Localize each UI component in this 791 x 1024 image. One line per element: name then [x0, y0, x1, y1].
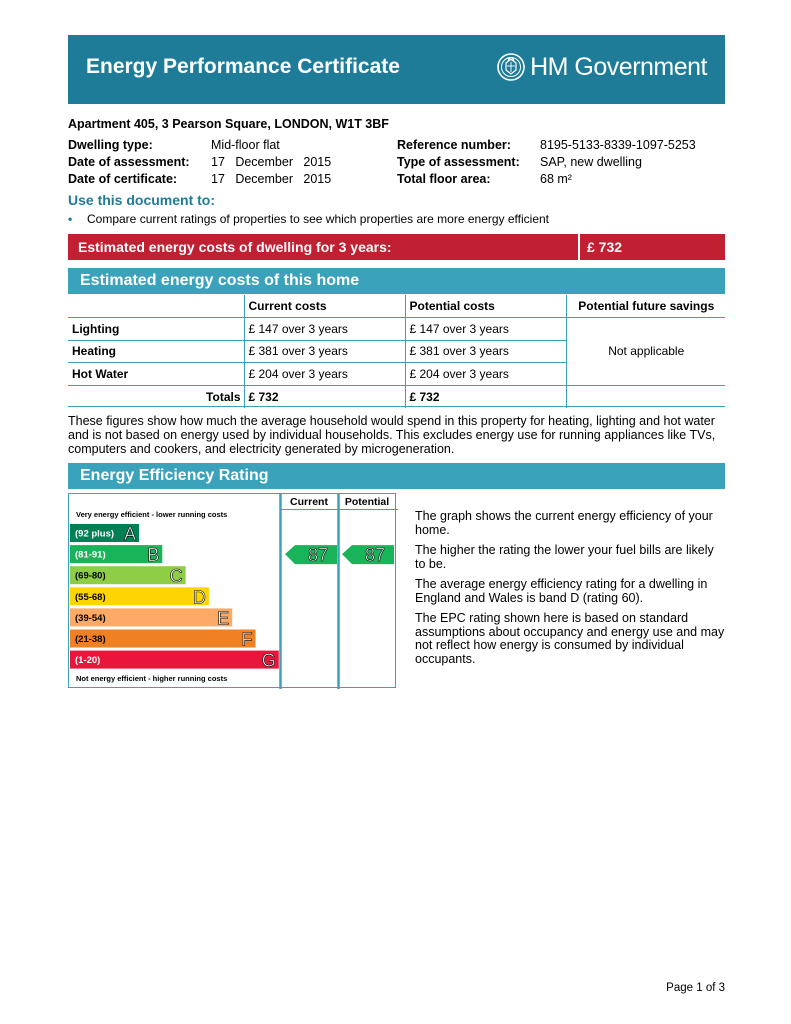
row-label: Lighting: [68, 318, 244, 341]
detail-value: 68 m²: [540, 172, 572, 186]
description-paragraph: The higher the rating the lower your fuel bills are likely to be.: [415, 543, 714, 571]
totals-label: Totals: [68, 385, 244, 408]
potential-cost-cell: £ 204 over 3 years: [405, 363, 566, 386]
table-bottom-border: [68, 406, 725, 407]
potential-rating-value: 87: [364, 545, 386, 566]
current-rating-value: 87: [307, 545, 329, 566]
band-d-letter: D: [192, 587, 206, 608]
description-paragraph: The average energy efficiency rating for a dwelling in England and Wales is band D (rating 60).: [415, 577, 708, 605]
certificate-header: [68, 35, 725, 104]
band-a-range: (92 plus): [75, 528, 115, 540]
divider: [578, 234, 580, 260]
estimated-total-bar: [68, 234, 725, 260]
detail-value: 8195-5133-8339-1097-5253: [540, 138, 696, 152]
table-header-cell: Potential future savings: [566, 295, 725, 318]
top-note: Very energy efficient - lower running costs: [76, 510, 228, 519]
table-header-cell: [68, 295, 244, 318]
potential-column-header: Potential: [344, 496, 390, 508]
detail-row: [68, 154, 331, 171]
detail-row: [397, 137, 696, 154]
table-header-cell: Current costs: [244, 295, 405, 318]
costs-table: [68, 295, 725, 408]
bottom-note: Not energy efficient - higher running costs: [76, 674, 228, 683]
detail-value: 17 December 2015: [211, 155, 332, 169]
potential-cost-cell: £ 381 over 3 years: [405, 340, 566, 363]
band-a-letter: A: [123, 524, 136, 544]
row-label: Hot Water: [68, 363, 244, 386]
efficiency-rating-graph: [68, 493, 398, 689]
efficiency-section-title: Energy Efficiency Rating: [68, 463, 725, 489]
totals-savings: [566, 385, 725, 408]
totals-row: [68, 385, 725, 408]
use-document-bullet: [68, 212, 549, 226]
detail-label: Dwelling type:: [68, 138, 153, 152]
band-e-letter: E: [217, 608, 230, 629]
detail-value: SAP, new dwelling: [540, 155, 642, 169]
band-f-range: (21-38): [75, 634, 106, 645]
detail-row: [68, 137, 331, 154]
current-cost-cell: £ 381 over 3 years: [244, 340, 405, 363]
band-c-letter: C: [169, 566, 183, 587]
current-cost-cell: £ 147 over 3 years: [244, 318, 405, 341]
details-left: [68, 137, 331, 188]
rating-bands: [70, 524, 279, 671]
band-g-bar: [70, 651, 279, 669]
current-cost-cell: £ 204 over 3 years: [244, 363, 405, 386]
page-title: Energy Performance Certificate: [86, 55, 400, 78]
royal-crest-icon: [496, 52, 526, 82]
detail-value: Mid-floor flat: [211, 138, 280, 152]
description-paragraph: The graph shows the current energy efficiency of your home.: [415, 509, 713, 537]
potential-cost-cell: £ 147 over 3 years: [405, 318, 566, 341]
bullet-icon: •: [68, 212, 73, 226]
detail-value: 17 December 2015: [211, 172, 332, 186]
totals-potential: £ 732: [405, 385, 566, 408]
detail-label: Date of assessment:: [68, 155, 190, 169]
band-g-letter: G: [261, 650, 276, 671]
savings-cell: Not applicable: [566, 318, 725, 386]
current-column-header: Current: [290, 496, 328, 508]
details-right: [397, 137, 696, 188]
estimated-total-value: £ 732: [587, 239, 623, 255]
description-paragraph: The EPC rating shown here is based on standard assumptions about occupancy and energy use and may not reflect how energy is consumed by individual occupants.: [415, 611, 725, 666]
page-number: Page 1 of 3: [666, 982, 725, 994]
band-b-range: (81-91): [75, 549, 106, 561]
costs-note: These figures show how much the average household would spend in this property for heating, lighting and hot water and is not based on energy used by individual households. This excludes energy use for running appliances like TVs, computers and cookers, and electricity generated by microgeneration.: [68, 414, 716, 456]
hm-government-text: HM Government: [530, 52, 707, 81]
detail-row: [397, 171, 696, 188]
band-b-letter: B: [147, 545, 160, 566]
band-e-range: (39-54): [75, 612, 106, 624]
detail-label: Total floor area:: [397, 172, 491, 186]
band-f-letter: F: [241, 629, 253, 650]
detail-row: [397, 154, 696, 171]
efficiency-description: [415, 510, 725, 673]
detail-row: [68, 171, 331, 188]
property-address: Apartment 405, 3 Pearson Square, LONDON, W1T 3BF: [68, 117, 389, 131]
detail-label: Date of certificate:: [68, 172, 178, 186]
bullet-text: Compare current ratings of properties to see which properties are more energy efficient: [87, 212, 550, 226]
totals-current: £ 732: [244, 385, 405, 408]
band-d-range: (55-68): [75, 591, 106, 603]
use-document-title: Use this document to:: [68, 192, 216, 208]
table-header-row: [68, 295, 725, 318]
band-g-range: (1-20): [75, 655, 101, 667]
detail-label: Type of assessment:: [397, 155, 520, 169]
row-label: Heating: [68, 340, 244, 363]
table-header-cell: Potential costs: [405, 295, 566, 318]
table-row: [68, 318, 725, 341]
estimated-total-label: Estimated energy costs of dwelling for 3 years:: [78, 239, 392, 255]
band-c-range: (69-80): [75, 570, 106, 582]
costs-section-title: Estimated energy costs of this home: [68, 268, 725, 294]
detail-label: Reference number:: [397, 138, 511, 152]
hm-government-logo: [496, 52, 707, 82]
